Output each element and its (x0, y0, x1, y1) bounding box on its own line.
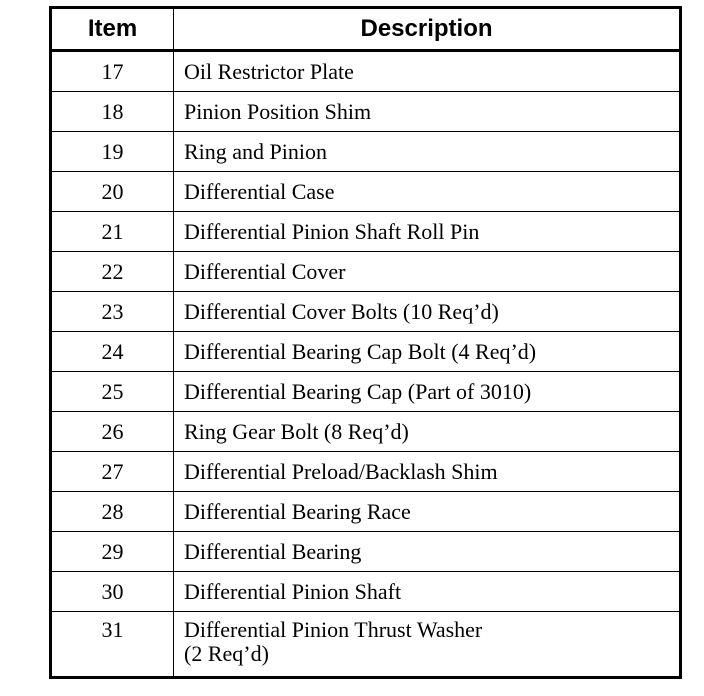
parts-table (49, 6, 682, 679)
table-row (51, 292, 681, 332)
table-row (51, 412, 681, 452)
item-number: 25 (51, 372, 174, 412)
table-row (51, 532, 681, 572)
item-description: Differential Cover Bolts (10 Req’d) (174, 292, 681, 332)
table-body (51, 51, 681, 678)
item-description: Pinion Position Shim (174, 92, 681, 132)
item-description: Ring and Pinion (174, 132, 681, 172)
header-row (51, 8, 681, 51)
item-description: Differential Pinion Shaft (174, 572, 681, 612)
item-description: Differential Bearing Cap Bolt (4 Req’d) (174, 332, 681, 372)
table-row (51, 572, 681, 612)
item-number: 23 (51, 292, 174, 332)
table-row (51, 492, 681, 532)
item-number: 31 (51, 612, 174, 678)
table-header (51, 8, 681, 51)
table-row (51, 372, 681, 412)
item-number: 22 (51, 252, 174, 292)
item-number: 30 (51, 572, 174, 612)
table-row (51, 92, 681, 132)
item-number: 29 (51, 532, 174, 572)
item-description: Oil Restrictor Plate (174, 51, 681, 92)
table-row (51, 212, 681, 252)
table-row (51, 132, 681, 172)
item-description: Differential Bearing Cap (Part of 3010) (174, 372, 681, 412)
column-header-item: Item (51, 8, 174, 51)
table-row (51, 172, 681, 212)
item-description: Differential Pinion Thrust Washer (2 Req’d) (174, 612, 681, 678)
item-number: 20 (51, 172, 174, 212)
item-number: 27 (51, 452, 174, 492)
item-number: 19 (51, 132, 174, 172)
column-header-description: Description (174, 8, 681, 51)
table-row (51, 332, 681, 372)
item-description: Differential Case (174, 172, 681, 212)
item-description: Differential Bearing Race (174, 492, 681, 532)
table-row (51, 51, 681, 92)
table-row (51, 252, 681, 292)
item-number: 17 (51, 51, 174, 92)
item-number: 18 (51, 92, 174, 132)
item-number: 24 (51, 332, 174, 372)
item-description: Differential Pinion Shaft Roll Pin (174, 212, 681, 252)
item-description: Differential Preload/Backlash Shim (174, 452, 681, 492)
item-number: 28 (51, 492, 174, 532)
item-description: Ring Gear Bolt (8 Req’d) (174, 412, 681, 452)
table-row (51, 612, 681, 678)
item-number: 26 (51, 412, 174, 452)
item-description: Differential Bearing (174, 532, 681, 572)
table-row (51, 452, 681, 492)
item-description: Differential Cover (174, 252, 681, 292)
item-number: 21 (51, 212, 174, 252)
